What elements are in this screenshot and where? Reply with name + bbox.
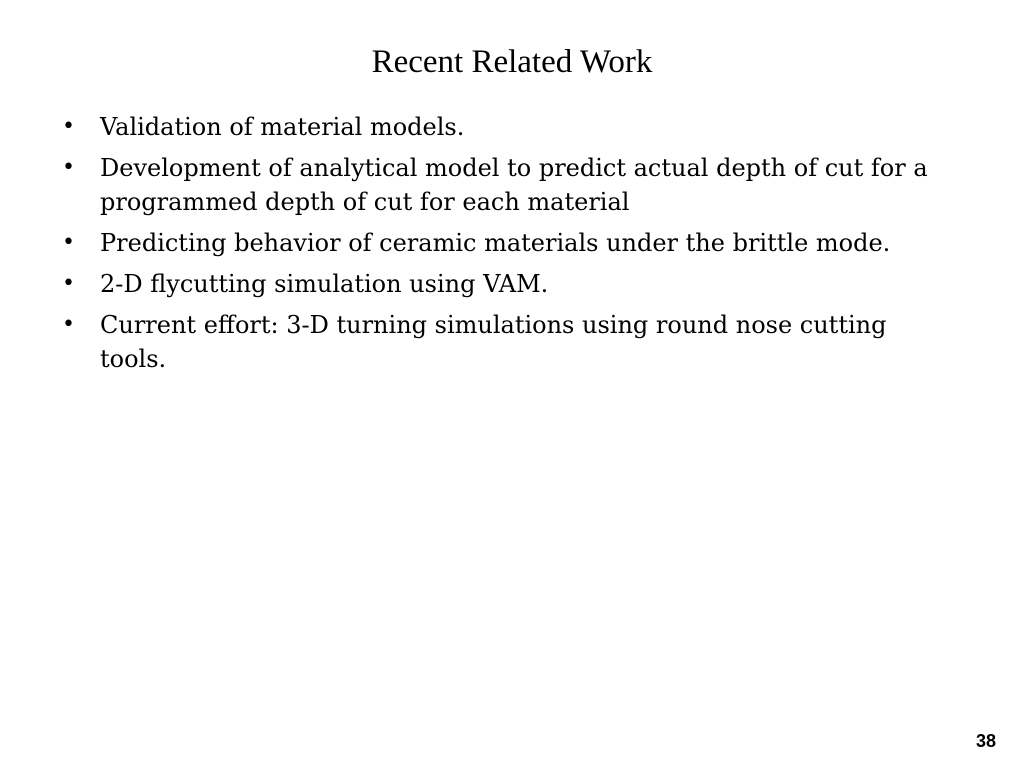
- bullet-icon: •: [62, 230, 75, 255]
- bullet-item: [62, 151, 942, 219]
- bullet-text: 2-D flycutting simulation using VAM.: [100, 270, 549, 298]
- bullet-icon: •: [62, 271, 75, 296]
- bullet-list: [62, 110, 942, 383]
- bullet-item: [62, 110, 942, 144]
- bullet-text: Current effort: 3-D turning simulations using round nose cutting tools.: [100, 311, 887, 373]
- bullet-icon: •: [62, 155, 75, 180]
- bullet-text: Development of analytical model to predict actual depth of cut for a programmed depth of cut for each material: [100, 154, 928, 216]
- slide-title: Recent Related Work: [371, 44, 653, 80]
- bullet-text: Predicting behavior of ceramic materials under the brittle mode.: [100, 229, 891, 257]
- bullet-icon: •: [62, 312, 75, 337]
- bullet-item: [62, 226, 942, 260]
- bullet-text: Validation of material models.: [100, 113, 465, 141]
- bullet-item: [62, 267, 942, 301]
- page-number: 38: [975, 731, 996, 751]
- bullet-icon: •: [62, 114, 75, 139]
- bullet-item: [62, 308, 942, 376]
